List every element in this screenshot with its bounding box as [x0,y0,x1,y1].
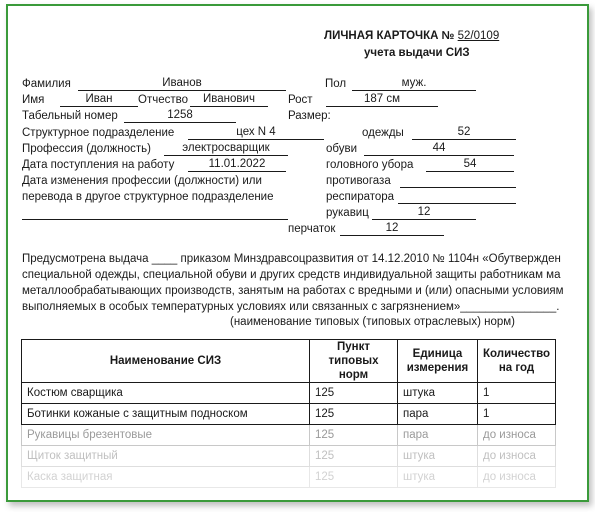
personal-card-document [6,4,589,502]
table-cell: Каска защитная [22,467,310,488]
table-cell: 1 [478,383,556,404]
table-cell: штука [398,467,478,488]
table-cell: штука [398,383,478,404]
table-cell: Костюм сварщика [22,383,310,404]
table-row [22,383,556,404]
table-cell: пара [398,425,478,446]
norms-caption: (наименование типовых (типовых отраслевых) норм) [230,316,515,328]
size-label: Размер: [288,110,331,122]
change-label-1: Дата изменения профессии (должности) или [22,175,262,187]
gloves-size-label: перчаток [288,223,336,235]
table-cell: 125 [310,383,398,404]
column-header-norm-item: Пункт типовых норм [310,340,398,383]
name-label: Имя [22,94,45,106]
mittens-size-label: рукавиц [326,207,369,219]
table-row [22,467,556,488]
height-value: 187 см [326,93,438,107]
profession-label: Профессия (должность) [22,143,151,155]
card-subtitle: учета выдачи СИЗ [364,47,470,59]
table-cell: Рукавицы брезентовые [22,425,310,446]
surname-value: Иванов [78,77,286,91]
table-cell: пара [398,404,478,425]
table-cell: 1 [478,404,556,425]
patronymic-value: Иванович [190,93,268,107]
gender-label: Пол [325,78,347,90]
table-cell: 125 [310,404,398,425]
table-cell: 125 [310,446,398,467]
table-header-row [22,340,556,383]
gloves-size-value: 12 [340,222,444,236]
dept-label: Структурное подразделение [22,127,175,139]
patronymic-label: Отчество [138,94,188,106]
table-cell: 125 [310,425,398,446]
height-label: Рост [288,94,313,106]
tab-number-value: 1258 [124,109,236,123]
headwear-size-value: 54 [426,158,514,172]
dept-value: цех N 4 [188,126,324,140]
table-cell: Щиток защитный [22,446,310,467]
gasmask-size-label: противогаза [326,175,391,187]
siz-table [21,339,556,488]
hire-date-value: 11.01.2022 [188,158,286,172]
column-header-name: Наименование СИЗ [22,340,310,383]
clothes-size-value: 52 [412,126,516,140]
shoes-size-value: 44 [364,142,514,156]
hire-date-label: Дата поступления на работу [22,159,175,171]
mittens-size-value: 12 [372,206,476,220]
table-cell: до износа [478,467,556,488]
card-title [324,30,499,42]
table-cell: до износа [478,446,556,467]
table-cell: штука [398,446,478,467]
gasmask-size-value [400,174,516,188]
norms-paragraph-line-3: металлообрабатывающих производств, занятым на работах с вредными и (или) опасными условиям [22,285,564,297]
surname-label: Фамилия [22,78,71,90]
column-header-unit: Единица измерения [398,340,478,383]
column-header-quantity: Количество на год [478,340,556,383]
table-cell: до износа [478,425,556,446]
table-row [22,446,556,467]
table-cell: Ботинки кожаные с защитным подноском [22,404,310,425]
gender-value: муж. [352,77,476,91]
change-date-value [22,206,288,220]
card-title-prefix: ЛИЧНАЯ КАРТОЧКА № [324,30,455,42]
tab-number-label: Табельный номер [22,110,118,122]
headwear-size-label: головного убора [326,159,414,171]
change-label-2: перевода в другое структурное подразделение [22,191,274,203]
respirator-size-value [398,190,516,204]
norms-paragraph-line-4: выполняемых в особых температурных условиях или связанных с загрязнением»_______________. [22,301,560,313]
clothes-size-label: одежды [362,127,404,139]
norms-paragraph-line-2: специальной одежды, специальной обуви и других средств индивидуальной защиты работникам ма [22,269,561,281]
shoes-size-label: обуви [326,143,358,155]
respirator-size-label: респиратора [326,191,395,203]
table-cell: 125 [310,467,398,488]
table-row [22,425,556,446]
norms-paragraph-line-1: Предусмотрена выдача ____ приказом Минздравсоцразвития от 14.12.2010 № 1104н «Обутвержден [22,253,561,265]
card-number: 52/0109 [457,30,500,42]
profession-value: электросварщик [164,142,288,156]
table-row [22,404,556,425]
name-value: Иван [60,93,138,107]
